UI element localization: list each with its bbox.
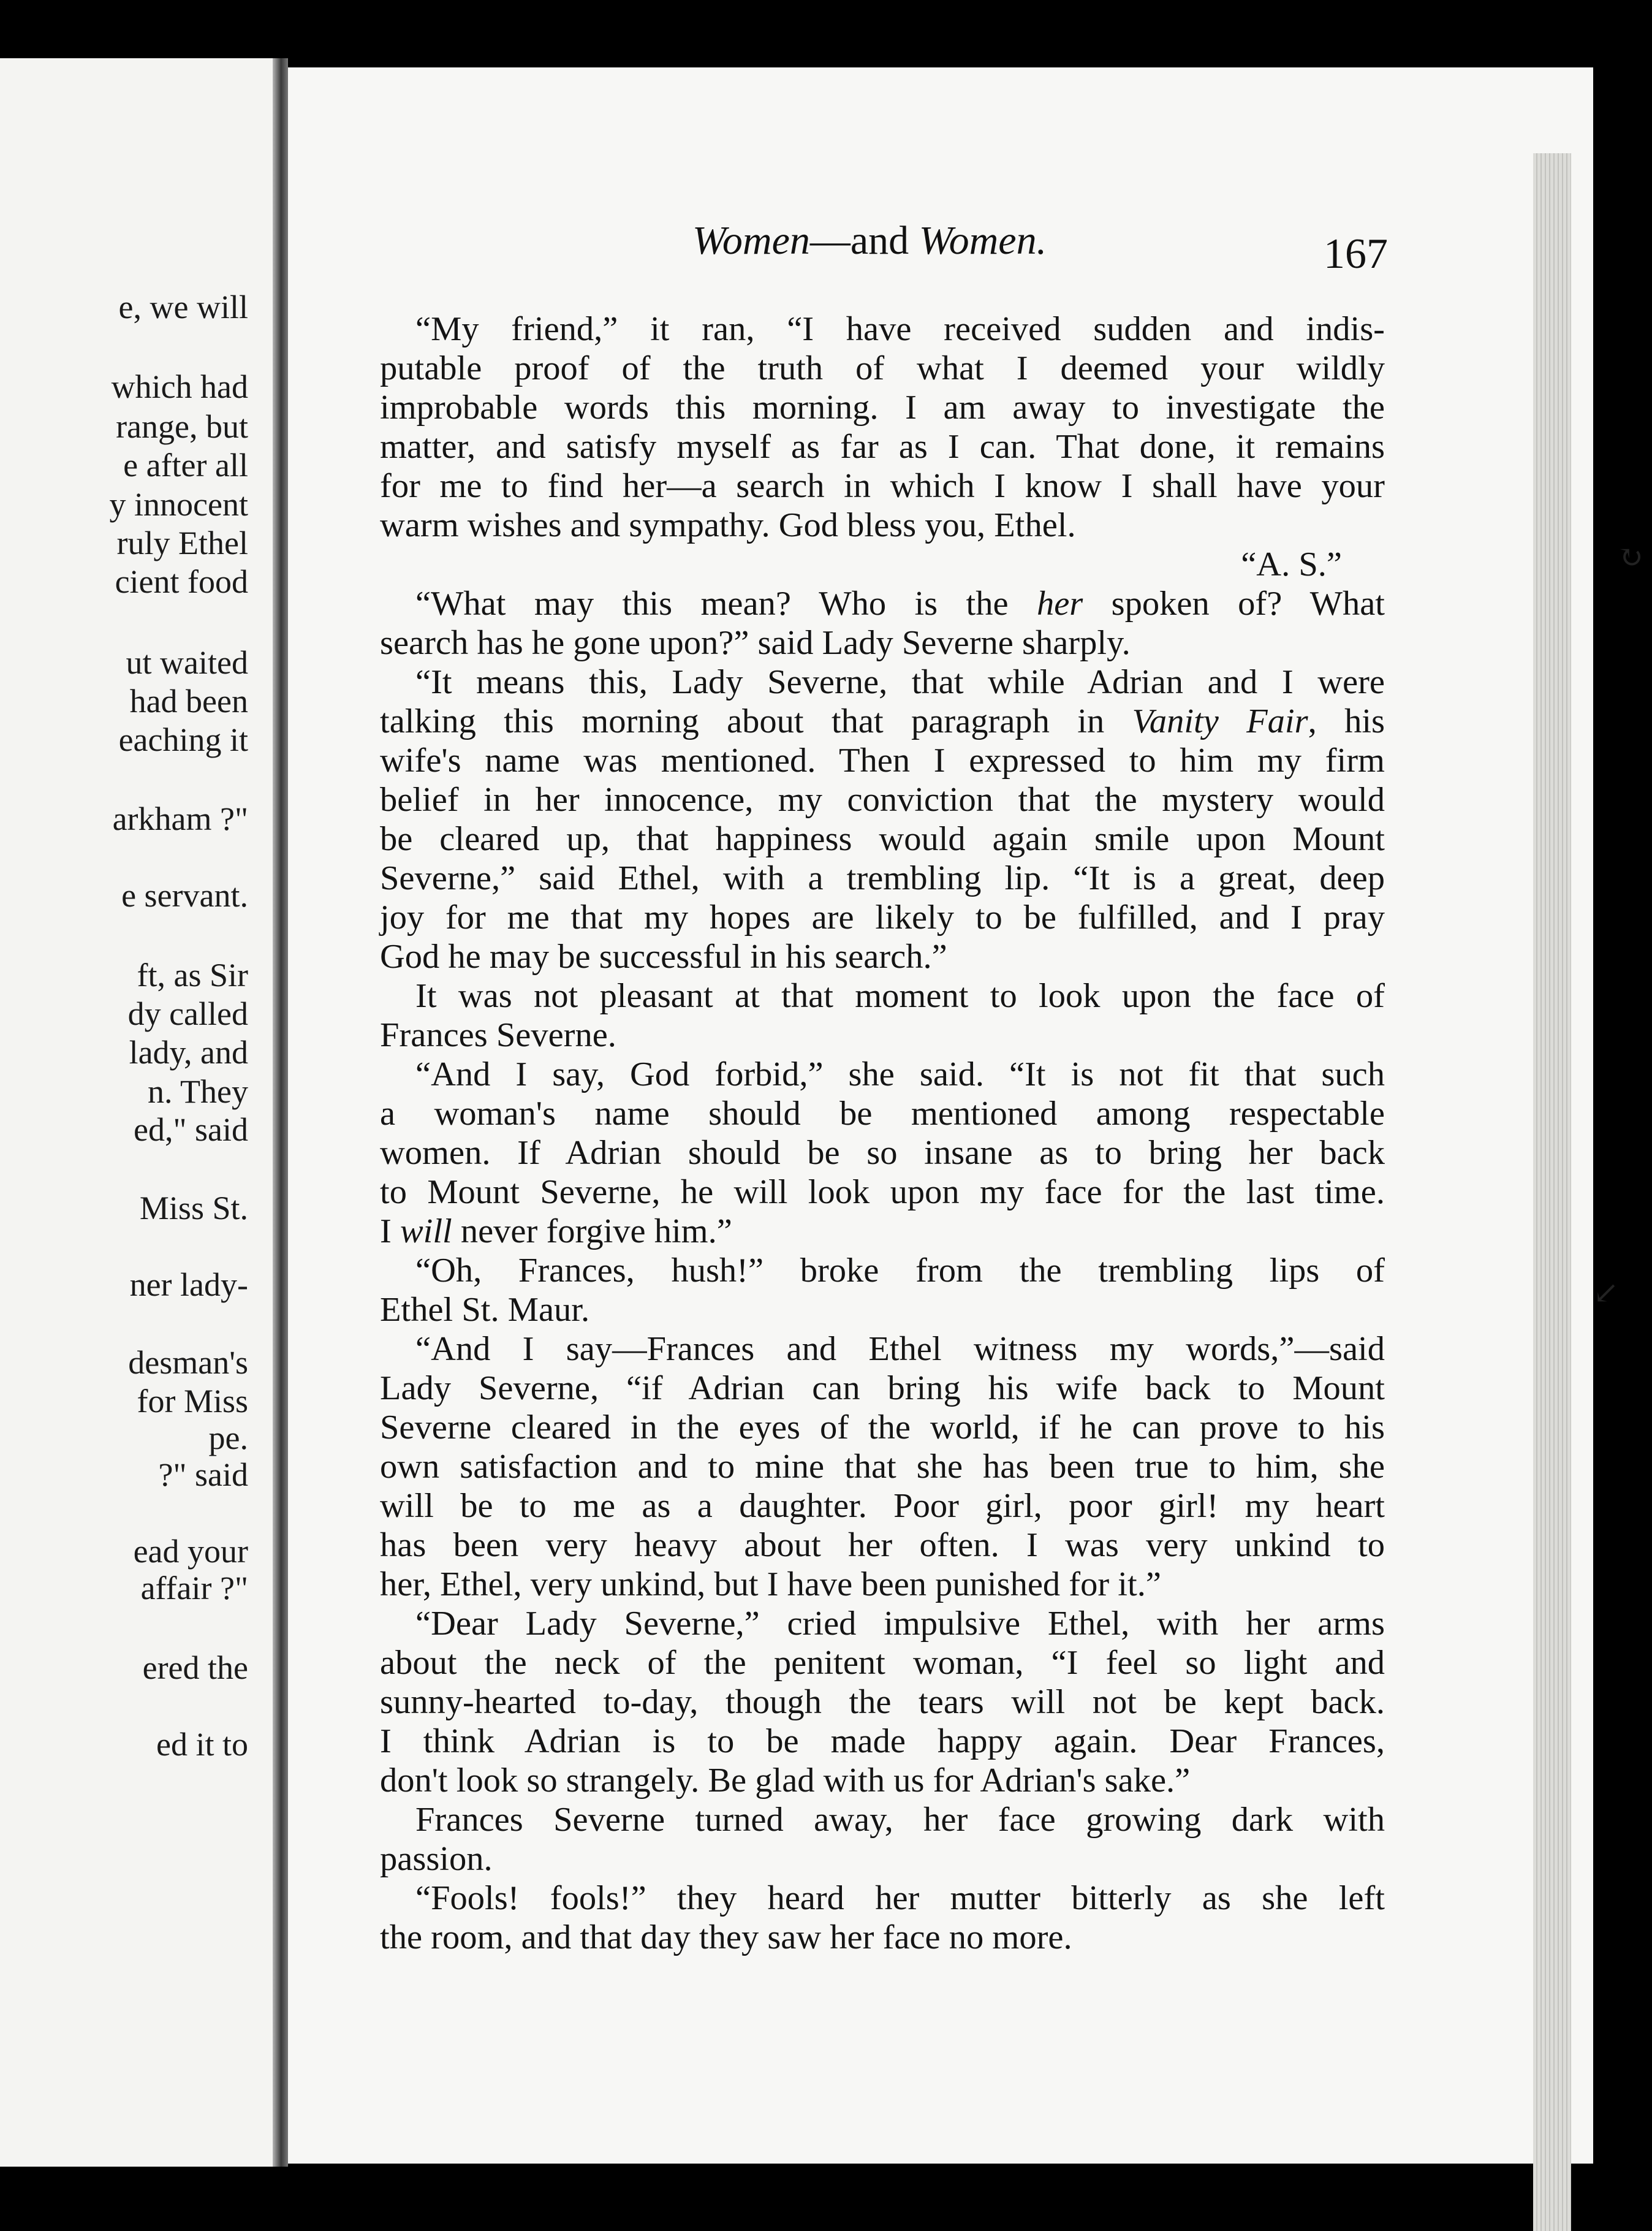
text-line: about the neck of the penitent woman, “I feel so light and (380, 1644, 1385, 1682)
text-span: “What may this mean? Who is the (415, 585, 1037, 623)
text-line: improbable words this morning. I am away to investigate the (380, 389, 1385, 427)
text-line: warm wishes and sympathy. God bless you, Ethel. (380, 506, 1076, 544)
text-line: to Mount Severne, he will look upon my face for the last time. (380, 1173, 1385, 1211)
text-line: “And I say—Frances and Ethel witness my words,”—said (415, 1330, 1385, 1368)
text-line: Ethel St. Maur. (380, 1291, 590, 1329)
left-page-line: ered the (142, 1649, 248, 1686)
left-page-line: desman's (128, 1344, 248, 1381)
running-title-part3: Women. (919, 218, 1047, 263)
left-page-line: pe. (208, 1420, 248, 1456)
text-span: never forgive him.” (452, 1212, 732, 1250)
text-line: own satisfaction and to mine that she has been true to him, she (380, 1448, 1385, 1486)
text-line: It was not pleasant at that moment to look upon the face of (415, 977, 1385, 1015)
italic-span: Vanity Fair (1132, 702, 1308, 740)
text-line: “My friend,” it ran, “I have received sudden and indis- (415, 310, 1385, 348)
left-page-line: affair ?" (140, 1570, 248, 1606)
text-line: sunny-hearted to-day, though the tears will not be kept back. (380, 1683, 1385, 1721)
signature-line: “A. S.” (1241, 545, 1342, 583)
left-page-fragment (0, 58, 273, 2167)
running-title-part2: —and (809, 218, 919, 263)
text-line: be cleared up, that happiness would again smile upon Mount (380, 820, 1385, 858)
left-page-line: ruly Ethel (116, 525, 248, 561)
text-line (380, 702, 1385, 741)
left-page-line: which had (111, 368, 248, 405)
text-line: her, Ethel, very unkind, but I have been punished for it.” (380, 1565, 1161, 1603)
text-line: putable proof of the truth of what I deemed your wildly (380, 349, 1385, 387)
left-page-line: ?" said (158, 1456, 248, 1493)
italic-span: her (1036, 585, 1083, 623)
left-page-line: y innocent (109, 486, 248, 523)
text-line: God he may be successful in his search.” (380, 938, 947, 976)
left-page-line: ner lady- (129, 1266, 248, 1303)
left-page-line: n. They (148, 1073, 248, 1110)
running-title-part1: Women (692, 218, 810, 263)
text-line: will be to me as a daughter. Poor girl, poor girl! my heart (380, 1487, 1385, 1525)
text-line: matter, and satisfy myself as far as I can. That done, it remains (380, 428, 1385, 466)
left-page-line: cient food (115, 563, 248, 600)
text-line: wife's name was mentioned. Then I expressed to him my firm (380, 742, 1385, 780)
left-page-line: e, we will (118, 289, 248, 325)
text-span: I (380, 1212, 400, 1250)
left-page-line: dy called (127, 995, 248, 1032)
text-line: don't look so strangely. Be glad with us for Adrian's sake.” (380, 1762, 1191, 1800)
page-edge-stack (1533, 153, 1571, 2231)
text-line: “Fools! fools!” they heard her mutter bitterly as she left (415, 1879, 1385, 1917)
page-number: 167 (1324, 230, 1388, 278)
text-line: “It means this, Lady Severne, that while Adrian and I were (415, 663, 1385, 701)
text-span: , his (1308, 702, 1385, 740)
text-line: women. If Adrian should be so insane as to bring her back (380, 1134, 1385, 1172)
text-span: spoken of? What (1083, 585, 1385, 623)
italic-span: will (400, 1212, 452, 1250)
edge-arrow-mark: ↙ (1593, 1275, 1619, 1310)
text-line: “Dear Lady Severne,” cried impulsive Ethel, with her arms (415, 1605, 1385, 1643)
left-page-line: lady, and (129, 1034, 248, 1071)
left-page-line: arkham ?" (112, 800, 248, 837)
text-line: Severne cleared in the eyes of the world, if he can prove to his (380, 1408, 1385, 1446)
running-title (692, 218, 1047, 264)
left-page-line: for Miss (137, 1383, 248, 1420)
text-line: the room, and that day they saw her face no more. (380, 1918, 1072, 1956)
text-line: “Oh, Frances, hush!” broke from the trembling lips of (415, 1252, 1385, 1290)
left-page-line: ft, as Sir (137, 957, 248, 994)
text-line (380, 584, 1385, 623)
book-gutter (273, 58, 288, 2167)
text-line: “And I say, God forbid,” she said. “It is not fit that such (415, 1055, 1385, 1093)
text-line: Frances Severne turned away, her face growing dark with (415, 1801, 1385, 1839)
left-page-line: ut waited (126, 644, 248, 681)
left-page-line: ed," said (134, 1111, 248, 1148)
left-page-line: e after all (123, 447, 248, 484)
text-span: talking this morning about that paragraph in (380, 702, 1132, 740)
left-page-line: ed it to (156, 1726, 248, 1763)
text-line: I think Adrian is to be made happy again. Dear Frances, (380, 1722, 1385, 1760)
text-line: Severne,” said Ethel, with a trembling lip. “It is a great, deep (380, 859, 1385, 897)
text-line: belief in her innocence, my conviction that the mystery would (380, 781, 1385, 819)
left-page-line: Miss St. (139, 1190, 248, 1226)
text-line: passion. (380, 1840, 493, 1878)
text-line: a woman's name should be mentioned among respectable (380, 1095, 1385, 1133)
left-page-line: had been (129, 683, 248, 720)
left-page-line: ead your (133, 1533, 248, 1570)
text-line (380, 1212, 1385, 1251)
text-line: Frances Severne. (380, 1016, 616, 1054)
left-page-line: range, but (116, 408, 248, 445)
left-page-line: eaching it (118, 721, 248, 758)
text-line: for me to find her—a search in which I know I shall have your (380, 467, 1385, 505)
text-line: search has he gone upon?” said Lady Severne sharply. (380, 624, 1131, 662)
left-page-line: e servant. (121, 877, 248, 914)
edge-tick-mark: ↻ (1618, 540, 1643, 574)
text-line: has been very heavy about her often. I was very unkind to (380, 1526, 1385, 1564)
text-line: joy for me that my hopes are likely to be fulfilled, and I pray (380, 899, 1385, 937)
text-line: Lady Severne, “if Adrian can bring his wife back to Mount (380, 1369, 1385, 1407)
